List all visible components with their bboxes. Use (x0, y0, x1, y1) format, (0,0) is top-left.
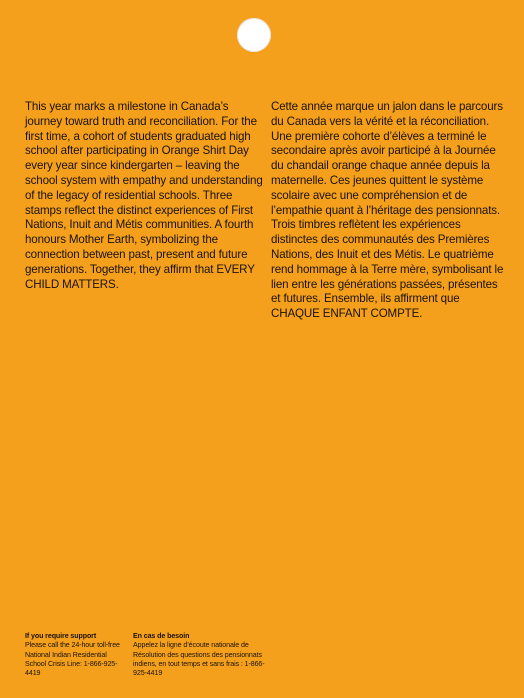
french-support-title: En cas de besoin (133, 632, 190, 640)
french-support-block (133, 632, 278, 678)
french-support-body: Appelez la ligne d’écoute nationale de Résolution des questions des pensionnats indiens, en tout temps et sans frais : 1-866-925-4419 (133, 641, 265, 678)
french-column (271, 100, 507, 322)
french-body-text: Cette année marque un jalon dans le parcours du Canada vers la vérité et la réconciliation. Une première cohorte d’élèves a terminé le secondaire après avoir participé à la Journée du chandail orange chaque année depuis la maternelle. Ces jeunes quittent le système scolaire avec une compréhension et de l’empathie quant à l’héritage des pensionnats. Trois timbres reflètent les expériences distinctes des communautés des Premières Nations, des Inuit et des Métis. Le quatrième rend hommage à la Terre mère, symbolisant le lien entre les générations passées, présentes et futures. Ensemble, ils affirment que CHAQUE ENFANT COMPTE. (271, 100, 504, 321)
english-body-text: This year marks a milestone in Canada’s journey toward truth and reconciliation. For the first time, a cohort of students graduated high school after participating in Orange Shirt Day every year since kindergarten – leaving the school system with empathy and understanding of the legacy of residential schools. Three stamps reflect the distinct experiences of First Nations, Inuit and Métis communities. A fourth honours Mother Earth, symbolizing the connection between past, present and future generations. Together, they affirm that EVERY CHILD MATTERS. (25, 100, 263, 291)
hang-hole (237, 18, 271, 52)
english-column (25, 100, 263, 292)
english-support-block (25, 632, 125, 678)
english-support-title: If you require support (25, 632, 97, 640)
english-support-body: Please call the 24-hour toll-free National Indian Residential School Crisis Line: 1-866-925-4419 (25, 641, 120, 678)
